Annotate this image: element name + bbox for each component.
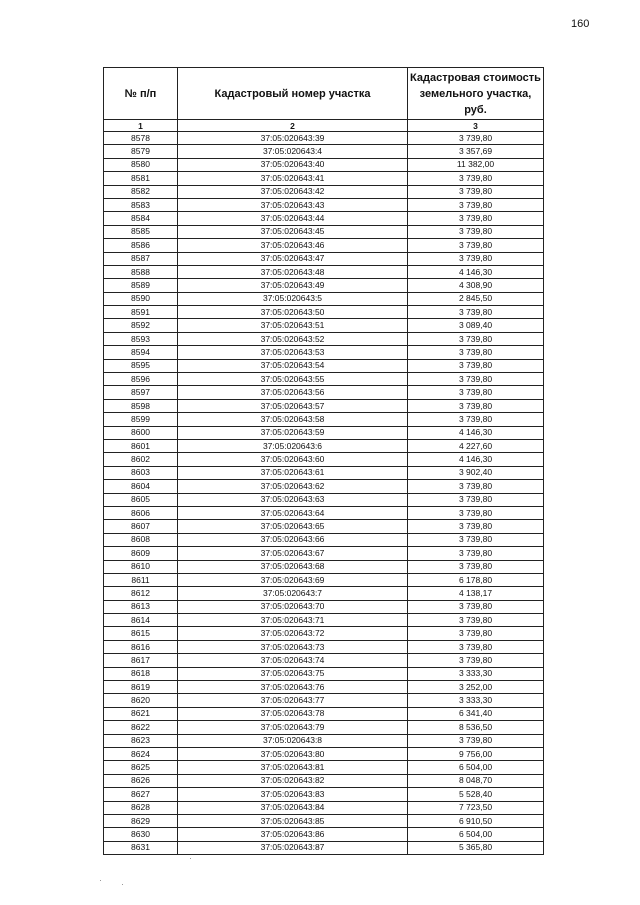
- row-number-cell: 8606: [104, 506, 178, 519]
- row-number-cell: 8597: [104, 386, 178, 399]
- cadastral-value-cell: 3 739,80: [408, 373, 544, 386]
- cadastral-number-cell: 37:05:020643:62: [178, 480, 408, 493]
- row-number-cell: 8589: [104, 279, 178, 292]
- cadastral-value-cell: 3 739,80: [408, 386, 544, 399]
- cadastral-value-cell: 7 723,50: [408, 801, 544, 814]
- cadastral-value-cell: 3 902,40: [408, 466, 544, 479]
- table-row: [104, 774, 544, 787]
- cadastral-value-cell: 3 089,40: [408, 319, 544, 332]
- cadastral-number-cell: 37:05:020643:58: [178, 413, 408, 426]
- table-row: [104, 480, 544, 493]
- cadastral-value-cell: 6 910,50: [408, 814, 544, 827]
- header-row-number: № п/п: [104, 68, 178, 120]
- cadastral-value-cell: 3 739,80: [408, 734, 544, 747]
- table-row: [104, 212, 544, 225]
- column-number-row: [104, 120, 544, 132]
- table-row: [104, 359, 544, 372]
- table-body: [104, 132, 544, 855]
- cadastral-value-cell: 3 357,69: [408, 145, 544, 158]
- cadastral-number-cell: 37:05:020643:69: [178, 573, 408, 586]
- table-row: [104, 466, 544, 479]
- row-number-cell: 8603: [104, 466, 178, 479]
- cadastral-number-cell: 37:05:020643:71: [178, 614, 408, 627]
- cadastral-value-cell: 4 146,30: [408, 426, 544, 439]
- cadastral-value-cell: 3 739,80: [408, 252, 544, 265]
- cadastral-value-cell: 3 739,80: [408, 600, 544, 613]
- cadastral-number-cell: 37:05:020643:72: [178, 627, 408, 640]
- cadastral-number-cell: 37:05:020643:43: [178, 198, 408, 211]
- cadastral-value-cell: 11 382,00: [408, 158, 544, 171]
- table-row: [104, 319, 544, 332]
- row-number-cell: 8594: [104, 346, 178, 359]
- table-row: [104, 681, 544, 694]
- cadastral-number-cell: 37:05:020643:8: [178, 734, 408, 747]
- cadastral-number-cell: 37:05:020643:63: [178, 493, 408, 506]
- table-row: [104, 721, 544, 734]
- cadastral-number-cell: 37:05:020643:44: [178, 212, 408, 225]
- cadastral-number-cell: 37:05:020643:41: [178, 172, 408, 185]
- row-number-cell: 8620: [104, 694, 178, 707]
- cadastral-value-cell: 5 365,80: [408, 841, 544, 854]
- table-row: [104, 640, 544, 653]
- row-number-cell: 8600: [104, 426, 178, 439]
- table-row: [104, 734, 544, 747]
- row-number-cell: 8601: [104, 439, 178, 452]
- table-row: [104, 413, 544, 426]
- cadastral-number-cell: 37:05:020643:50: [178, 306, 408, 319]
- cadastral-number-cell: 37:05:020643:79: [178, 721, 408, 734]
- row-number-cell: 8579: [104, 145, 178, 158]
- cadastral-number-cell: 37:05:020643:52: [178, 332, 408, 345]
- table-row: [104, 386, 544, 399]
- cadastral-number-cell: 37:05:020643:75: [178, 667, 408, 680]
- cadastral-value-cell: 3 739,80: [408, 520, 544, 533]
- cadastral-value-cell: 3 739,80: [408, 346, 544, 359]
- row-number-cell: 8580: [104, 158, 178, 171]
- scan-speck: [122, 884, 123, 885]
- cadastral-value-cell: 3 739,80: [408, 627, 544, 640]
- row-number-cell: 8613: [104, 600, 178, 613]
- header-cadastral-number: Кадастровый номер участка: [178, 68, 408, 120]
- cadastral-number-cell: 37:05:020643:86: [178, 828, 408, 841]
- row-number-cell: 8582: [104, 185, 178, 198]
- cadastral-value-cell: 4 146,30: [408, 265, 544, 278]
- cadastral-value-cell: 9 756,00: [408, 747, 544, 760]
- cadastral-value-cell: 3 739,80: [408, 332, 544, 345]
- cadastral-number-cell: 37:05:020643:49: [178, 279, 408, 292]
- cadastral-value-cell: 3 739,80: [408, 547, 544, 560]
- cadastral-value-cell: 3 739,80: [408, 560, 544, 573]
- table-row: [104, 439, 544, 452]
- cadastral-value-cell: 3 739,80: [408, 306, 544, 319]
- cadastral-number-cell: 37:05:020643:7: [178, 587, 408, 600]
- cadastral-number-cell: 37:05:020643:59: [178, 426, 408, 439]
- cadastral-number-cell: 37:05:020643:81: [178, 761, 408, 774]
- cadastral-value-cell: 4 308,90: [408, 279, 544, 292]
- table-row: [104, 627, 544, 640]
- table-row: [104, 600, 544, 613]
- cadastral-number-cell: 37:05:020643:45: [178, 225, 408, 238]
- row-number-cell: 8608: [104, 533, 178, 546]
- table-row: [104, 547, 544, 560]
- row-number-cell: 8628: [104, 801, 178, 814]
- table-row: [104, 841, 544, 854]
- table-row: [104, 573, 544, 586]
- cadastral-value-cell: 3 333,30: [408, 694, 544, 707]
- row-number-cell: 8617: [104, 654, 178, 667]
- row-number-cell: 8590: [104, 292, 178, 305]
- cadastral-value-cell: 3 739,80: [408, 132, 544, 145]
- row-number-cell: 8585: [104, 225, 178, 238]
- table-row: [104, 185, 544, 198]
- table-row: [104, 801, 544, 814]
- table-header-row: [104, 68, 544, 120]
- cadastral-number-cell: 37:05:020643:87: [178, 841, 408, 854]
- column-number: 2: [178, 120, 408, 132]
- cadastral-number-cell: 37:05:020643:84: [178, 801, 408, 814]
- cadastral-number-cell: 37:05:020643:64: [178, 506, 408, 519]
- row-number-cell: 8625: [104, 761, 178, 774]
- cadastral-value-cell: 3 739,80: [408, 212, 544, 225]
- row-number-cell: 8624: [104, 747, 178, 760]
- row-number-cell: 8616: [104, 640, 178, 653]
- cadastral-number-cell: 37:05:020643:70: [178, 600, 408, 613]
- row-number-cell: 8607: [104, 520, 178, 533]
- table-row: [104, 373, 544, 386]
- cadastral-value-table: [103, 67, 544, 855]
- cadastral-number-cell: 37:05:020643:74: [178, 654, 408, 667]
- cadastral-value-cell: 3 739,80: [408, 198, 544, 211]
- row-number-cell: 8611: [104, 573, 178, 586]
- row-number-cell: 8587: [104, 252, 178, 265]
- cadastral-value-cell: 3 333,30: [408, 667, 544, 680]
- table-row: [104, 493, 544, 506]
- cadastral-value-cell: 5 528,40: [408, 788, 544, 801]
- table-row: [104, 399, 544, 412]
- row-number-cell: 8629: [104, 814, 178, 827]
- table-row: [104, 506, 544, 519]
- row-number-cell: 8621: [104, 707, 178, 720]
- row-number-cell: 8630: [104, 828, 178, 841]
- cadastral-value-cell: 3 739,80: [408, 506, 544, 519]
- cadastral-value-cell: 6 504,00: [408, 828, 544, 841]
- column-number: 1: [104, 120, 178, 132]
- cadastral-value-cell: 3 739,80: [408, 413, 544, 426]
- cadastral-value-cell: 6 341,40: [408, 707, 544, 720]
- row-number-cell: 8598: [104, 399, 178, 412]
- cadastral-number-cell: 37:05:020643:6: [178, 439, 408, 452]
- table-row: [104, 654, 544, 667]
- table-row: [104, 453, 544, 466]
- table-row: [104, 332, 544, 345]
- row-number-cell: 8586: [104, 239, 178, 252]
- row-number-cell: 8626: [104, 774, 178, 787]
- table-row: [104, 158, 544, 171]
- cadastral-number-cell: 37:05:020643:48: [178, 265, 408, 278]
- cadastral-number-cell: 37:05:020643:46: [178, 239, 408, 252]
- row-number-cell: 8618: [104, 667, 178, 680]
- table-row: [104, 747, 544, 760]
- cadastral-number-cell: 37:05:020643:65: [178, 520, 408, 533]
- cadastral-number-cell: 37:05:020643:39: [178, 132, 408, 145]
- cadastral-number-cell: 37:05:020643:83: [178, 788, 408, 801]
- row-number-cell: 8578: [104, 132, 178, 145]
- table-row: [104, 346, 544, 359]
- cadastral-value-cell: 3 252,00: [408, 681, 544, 694]
- cadastral-value-cell: 3 739,80: [408, 172, 544, 185]
- row-number-cell: 8596: [104, 373, 178, 386]
- cadastral-number-cell: 37:05:020643:57: [178, 399, 408, 412]
- row-number-cell: 8602: [104, 453, 178, 466]
- column-number: 3: [408, 120, 544, 132]
- row-number-cell: 8612: [104, 587, 178, 600]
- cadastral-value-cell: 3 739,80: [408, 185, 544, 198]
- row-number-cell: 8614: [104, 614, 178, 627]
- row-number-cell: 8615: [104, 627, 178, 640]
- cadastral-value-cell: 6 178,80: [408, 573, 544, 586]
- table-row: [104, 667, 544, 680]
- cadastral-value-cell: 3 739,80: [408, 654, 544, 667]
- table-row: [104, 788, 544, 801]
- cadastral-number-cell: 37:05:020643:56: [178, 386, 408, 399]
- cadastral-number-cell: 37:05:020643:78: [178, 707, 408, 720]
- cadastral-value-cell: 3 739,80: [408, 533, 544, 546]
- row-number-cell: 8583: [104, 198, 178, 211]
- table-row: [104, 587, 544, 600]
- cadastral-number-cell: 37:05:020643:82: [178, 774, 408, 787]
- table-row: [104, 306, 544, 319]
- scan-speck: [100, 880, 101, 881]
- cadastral-value-cell: 4 227,60: [408, 439, 544, 452]
- row-number-cell: 8588: [104, 265, 178, 278]
- cadastral-value-cell: 3 739,80: [408, 399, 544, 412]
- cadastral-number-cell: 37:05:020643:42: [178, 185, 408, 198]
- page-number: 160: [571, 18, 590, 30]
- cadastral-number-cell: 37:05:020643:53: [178, 346, 408, 359]
- cadastral-number-cell: 37:05:020643:73: [178, 640, 408, 653]
- table-row: [104, 533, 544, 546]
- row-number-cell: 8631: [104, 841, 178, 854]
- cadastral-number-cell: 37:05:020643:66: [178, 533, 408, 546]
- cadastral-value-cell: 3 739,80: [408, 225, 544, 238]
- row-number-cell: 8609: [104, 547, 178, 560]
- row-number-cell: 8619: [104, 681, 178, 694]
- cadastral-value-cell: 3 739,80: [408, 480, 544, 493]
- row-number-cell: 8581: [104, 172, 178, 185]
- row-number-cell: 8604: [104, 480, 178, 493]
- table-row: [104, 239, 544, 252]
- table-row: [104, 694, 544, 707]
- table-row: [104, 560, 544, 573]
- row-number-cell: 8593: [104, 332, 178, 345]
- cadastral-number-cell: 37:05:020643:76: [178, 681, 408, 694]
- cadastral-number-cell: 37:05:020643:77: [178, 694, 408, 707]
- table-row: [104, 279, 544, 292]
- cadastral-value-cell: 3 739,80: [408, 359, 544, 372]
- row-number-cell: 8595: [104, 359, 178, 372]
- cadastral-value-cell: 4 138,17: [408, 587, 544, 600]
- table-row: [104, 761, 544, 774]
- cadastral-value-cell: 8 048,70: [408, 774, 544, 787]
- cadastral-value-cell: 6 504,00: [408, 761, 544, 774]
- cadastral-number-cell: 37:05:020643:80: [178, 747, 408, 760]
- row-number-cell: 8591: [104, 306, 178, 319]
- cadastral-value-cell: 3 739,80: [408, 493, 544, 506]
- cadastral-number-cell: 37:05:020643:67: [178, 547, 408, 560]
- cadastral-value-cell: 3 739,80: [408, 614, 544, 627]
- row-number-cell: 8584: [104, 212, 178, 225]
- cadastral-number-cell: 37:05:020643:4: [178, 145, 408, 158]
- row-number-cell: 8627: [104, 788, 178, 801]
- table-row: [104, 172, 544, 185]
- row-number-cell: 8592: [104, 319, 178, 332]
- table-row: [104, 198, 544, 211]
- table-row: [104, 707, 544, 720]
- table-row: [104, 252, 544, 265]
- table-row: [104, 426, 544, 439]
- table-row: [104, 614, 544, 627]
- cadastral-value-cell: 2 845,50: [408, 292, 544, 305]
- cadastral-value-cell: 4 146,30: [408, 453, 544, 466]
- cadastral-value-cell: 8 536,50: [408, 721, 544, 734]
- cadastral-number-cell: 37:05:020643:54: [178, 359, 408, 372]
- table-row: [104, 520, 544, 533]
- table-row: [104, 225, 544, 238]
- table-row: [104, 828, 544, 841]
- cadastral-value-cell: 3 739,80: [408, 239, 544, 252]
- cadastral-number-cell: 37:05:020643:60: [178, 453, 408, 466]
- row-number-cell: 8622: [104, 721, 178, 734]
- table-row: [104, 132, 544, 145]
- row-number-cell: 8599: [104, 413, 178, 426]
- cadastral-number-cell: 37:05:020643:61: [178, 466, 408, 479]
- cadastral-number-cell: 37:05:020643:85: [178, 814, 408, 827]
- cadastral-number-cell: 37:05:020643:68: [178, 560, 408, 573]
- cadastral-number-cell: 37:05:020643:55: [178, 373, 408, 386]
- cadastral-value-cell: 3 739,80: [408, 640, 544, 653]
- row-number-cell: 8623: [104, 734, 178, 747]
- cadastral-number-cell: 37:05:020643:40: [178, 158, 408, 171]
- cadastral-number-cell: 37:05:020643:51: [178, 319, 408, 332]
- cadastral-number-cell: 37:05:020643:47: [178, 252, 408, 265]
- scan-speck: [190, 858, 191, 859]
- row-number-cell: 8605: [104, 493, 178, 506]
- table-row: [104, 265, 544, 278]
- header-cadastral-value: Кадастровая стоимость земельного участка, руб.: [408, 68, 544, 120]
- row-number-cell: 8610: [104, 560, 178, 573]
- table-row: [104, 145, 544, 158]
- cadastral-number-cell: 37:05:020643:5: [178, 292, 408, 305]
- table-row: [104, 292, 544, 305]
- table-row: [104, 814, 544, 827]
